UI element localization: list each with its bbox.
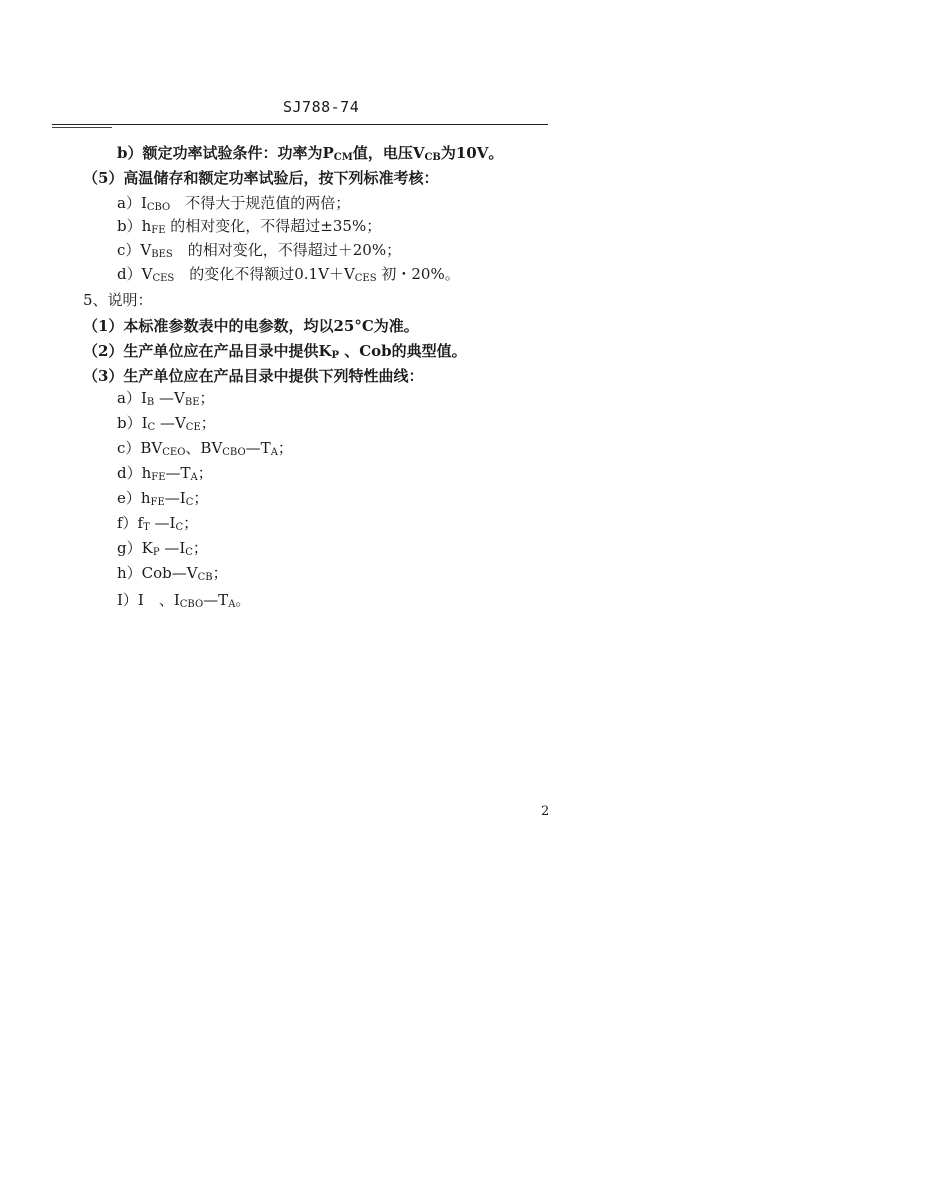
subscript: CE: [185, 422, 201, 433]
text-run: （3）生产单位应在产品目录中提供下列特性曲线：: [83, 367, 424, 385]
text-run: 不得大于规范值的两倍；: [170, 194, 351, 212]
text-line-c-e: [117, 488, 208, 508]
subscript: C: [185, 497, 194, 508]
text-line-s5: [83, 168, 438, 188]
text-run: 为10V。: [440, 144, 504, 162]
text-run: 、BV: [185, 439, 223, 457]
header-rule-accent: [52, 127, 112, 128]
text-run: —T: [165, 464, 191, 482]
text-run: f）f: [117, 514, 144, 532]
text-run: （1）本标准参数表中的电参数，均以25°C为准。: [83, 317, 419, 335]
text-run: —V: [155, 414, 186, 432]
text-run: 的变化不得额过0.1V＋V: [174, 265, 355, 283]
text-run: —I: [159, 539, 186, 557]
subscript: A: [270, 447, 278, 458]
text-run: I）I 、I: [117, 591, 180, 609]
subscript: A: [228, 599, 236, 610]
subscript: CEO: [162, 447, 186, 458]
text-run: ；: [183, 514, 199, 532]
text-run: 5、说明：: [83, 291, 153, 309]
subscript: A: [190, 472, 198, 483]
text-line-s5a: [117, 193, 350, 213]
subscript: CB: [197, 572, 213, 583]
text-run: 值，电压V: [352, 144, 425, 162]
text-run: c）BV: [117, 439, 163, 457]
subscript: P: [152, 547, 160, 558]
text-run: ；: [193, 489, 209, 507]
text-run: （2）生产单位应在产品目录中提供K: [83, 342, 332, 360]
text-run: e）h: [117, 489, 151, 507]
text-run: b）I: [117, 414, 148, 432]
text-line-c-d: [117, 463, 213, 483]
text-line-c-b: [117, 413, 216, 433]
text-run: —I: [164, 489, 186, 507]
subscript: C: [185, 547, 193, 558]
subscript: CBO: [222, 447, 246, 458]
text-line-s5d: [117, 264, 460, 284]
text-run: g）K: [117, 539, 153, 557]
text-line-b-rated-cond: [117, 143, 503, 163]
subscript: CBO: [146, 202, 171, 213]
text-run: （5）高温储存和额定功率试验后，按下列标准考核：: [83, 169, 439, 187]
text-run: ；: [277, 439, 293, 457]
text-run: a）I: [117, 194, 147, 212]
text-run: ；: [197, 464, 213, 482]
subscript: T: [143, 522, 150, 533]
text-run: d）h: [117, 464, 152, 482]
text-run: —I: [149, 514, 176, 532]
text-run: 初・20%。: [376, 265, 460, 283]
text-run: h）Cob—V: [117, 564, 198, 582]
page-number: 2: [541, 804, 550, 819]
subscript: BE: [184, 397, 200, 408]
subscript: CB: [424, 152, 441, 163]
text-run: 、Cob的典型值。: [339, 342, 467, 360]
text-run: ；: [192, 539, 208, 557]
subscript: C: [147, 422, 156, 433]
text-run: 的相对变化，不得超过＋20%；: [172, 241, 402, 259]
text-run: c）V: [117, 241, 152, 259]
subscript: FE: [150, 497, 165, 508]
text-run: ；: [199, 389, 215, 407]
text-run: ；: [212, 564, 228, 582]
subscript: BES: [151, 249, 173, 260]
subscript: CES: [152, 273, 175, 284]
text-line-n1: [83, 316, 419, 336]
text-run: d）V: [117, 265, 153, 283]
text-line-c-i: [117, 590, 250, 610]
text-run: 的相对变化，不得超过±35%；: [165, 217, 382, 235]
text-line-s5b: [117, 216, 381, 236]
subscript: CM: [333, 152, 353, 163]
text-run: b）额定功率试验条件：功率为P: [117, 144, 334, 162]
document-header: SJ788-74: [283, 98, 360, 116]
subscript: C: [175, 522, 184, 533]
text-line-s5c: [117, 240, 401, 260]
subscript: FE: [151, 472, 166, 483]
text-run: 。: [235, 591, 251, 609]
text-line-n3: [83, 366, 423, 386]
subscript: B: [146, 397, 155, 408]
text-line-c-f: [117, 513, 198, 533]
text-line-sec5: [83, 290, 153, 310]
text-run: b）h: [117, 217, 152, 235]
header-rule: [52, 124, 548, 125]
text-run: —T: [245, 439, 271, 457]
subscript: FE: [151, 225, 166, 236]
text-line-c-h: [117, 563, 228, 583]
text-run: —T: [203, 591, 229, 609]
subscript: CBO: [179, 599, 204, 610]
text-run: ；: [200, 414, 216, 432]
text-line-c-g: [117, 538, 208, 558]
text-line-n2: [83, 341, 467, 361]
subscript: P: [331, 350, 340, 361]
text-run: a）I: [117, 389, 147, 407]
text-line-c-a: [117, 388, 215, 408]
subscript: CES: [354, 273, 377, 284]
text-run: —V: [154, 389, 185, 407]
text-line-c-c: [117, 438, 293, 458]
